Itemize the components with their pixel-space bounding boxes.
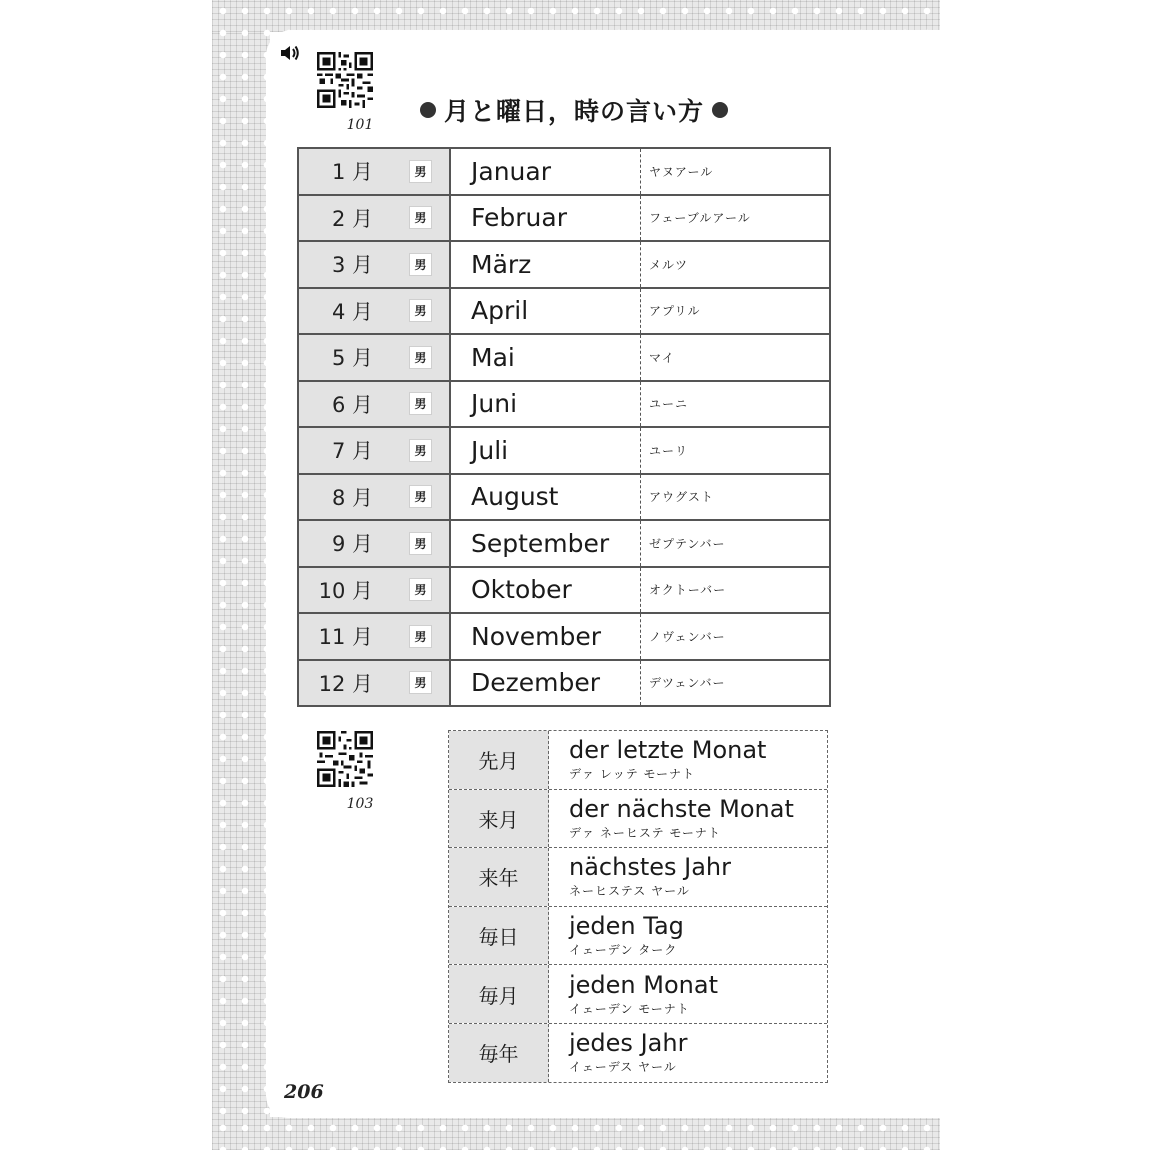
month-number: 8 月 <box>331 485 373 510</box>
phrase-katakana: デァ ネーヒステ モーナト <box>569 825 721 840</box>
month-katakana: ユーリ <box>649 443 689 458</box>
month-number: 2 月 <box>331 206 373 231</box>
qr-code-bottom[interactable] <box>317 731 373 787</box>
month-row <box>299 242 829 289</box>
month-number: 1 月 <box>331 160 373 185</box>
month-row <box>299 149 829 196</box>
gender-badge: 男 <box>409 439 432 462</box>
month-row <box>299 428 829 475</box>
section-title <box>420 92 728 128</box>
month-row <box>299 382 829 429</box>
gender-badge: 男 <box>409 578 432 601</box>
month-katakana: フェーブルアール <box>649 211 751 226</box>
phrase-japanese: 毎日 <box>449 907 549 965</box>
phrase-row <box>449 965 827 1024</box>
phrase-german: jeden Tag <box>569 912 684 941</box>
month-row <box>299 568 829 615</box>
month-katakana: ユーニ <box>649 397 689 412</box>
phrase-german: jedes Jahr <box>569 1029 688 1058</box>
month-german: April <box>451 289 641 334</box>
phrase-japanese: 来年 <box>449 848 549 906</box>
gender-badge: 男 <box>409 392 432 415</box>
month-katakana: ノヴェンバー <box>649 629 726 644</box>
phrase-row <box>449 790 827 849</box>
month-german: März <box>451 242 641 287</box>
qr-number-bottom: 103 <box>346 796 374 812</box>
month-row <box>299 289 829 336</box>
gender-badge: 男 <box>409 299 432 322</box>
month-katakana: マイ <box>649 350 675 365</box>
gender-badge: 男 <box>409 253 432 276</box>
month-german: Juli <box>451 428 641 473</box>
gender-badge: 男 <box>409 671 432 694</box>
page-number: 206 <box>284 1081 324 1103</box>
month-katakana: オクトーバー <box>649 583 727 598</box>
decorative-frame-top <box>212 0 940 32</box>
month-german: Mai <box>451 335 641 380</box>
gender-badge: 男 <box>409 625 432 648</box>
month-german: August <box>451 475 641 520</box>
month-german: Juni <box>451 382 641 427</box>
qr-code-top[interactable] <box>317 52 373 108</box>
phrase-row <box>449 907 827 966</box>
month-row <box>299 614 829 661</box>
month-german: September <box>451 521 641 566</box>
speaker-icon <box>280 44 300 62</box>
month-katakana: デツェンバー <box>649 676 726 691</box>
gender-badge: 男 <box>409 485 432 508</box>
month-number: 7 月 <box>331 439 373 464</box>
month-number: 12 月 <box>318 671 373 696</box>
month-katakana: アプリル <box>649 304 701 319</box>
section-title-text: 月と曜日，時の言い方 <box>444 97 705 126</box>
gender-badge: 男 <box>409 160 432 183</box>
bullet-left-icon <box>420 102 436 118</box>
month-row <box>299 475 829 522</box>
phrase-row <box>449 848 827 907</box>
phrase-katakana: イェーデン ターク <box>569 943 678 958</box>
month-row <box>299 335 829 382</box>
month-german: Oktober <box>451 568 641 613</box>
phrase-japanese: 毎月 <box>449 965 549 1023</box>
phrase-katakana: イェーデス ヤール <box>569 1060 677 1075</box>
gender-badge: 男 <box>409 206 432 229</box>
qr-number-top: 101 <box>346 117 374 133</box>
month-number: 9 月 <box>331 532 373 557</box>
month-number: 6 月 <box>331 392 373 417</box>
phrase-german: der letzte Monat <box>569 736 767 765</box>
month-german: Januar <box>451 149 641 194</box>
phrase-katakana: イェーデン モーナト <box>569 1001 690 1016</box>
month-katakana: ゼプテンバー <box>649 536 726 551</box>
month-number: 3 月 <box>331 253 373 278</box>
month-number: 10 月 <box>318 578 373 603</box>
phrases-table <box>448 730 828 1083</box>
phrase-row <box>449 1024 827 1082</box>
phrase-german: der nächste Monat <box>569 794 794 823</box>
month-katakana: アウグスト <box>649 490 714 505</box>
month-german: November <box>451 614 641 659</box>
month-number: 4 月 <box>331 299 373 324</box>
month-number: 11 月 <box>318 625 373 650</box>
gender-badge: 男 <box>409 346 432 369</box>
phrase-japanese: 毎年 <box>449 1024 549 1082</box>
phrase-katakana: ネーヒステス ヤール <box>569 884 690 899</box>
bullet-right-icon <box>712 102 728 118</box>
phrase-german: nächstes Jahr <box>569 853 731 882</box>
decorative-frame-left <box>212 0 270 1150</box>
months-table <box>297 147 831 707</box>
gender-badge: 男 <box>409 532 432 555</box>
month-number: 5 月 <box>331 346 373 371</box>
phrase-row <box>449 731 827 790</box>
month-row <box>299 661 829 707</box>
month-row <box>299 521 829 568</box>
month-row <box>299 196 829 243</box>
month-katakana: メルツ <box>649 257 689 272</box>
phrase-katakana: デァ レッテ モーナト <box>569 767 696 782</box>
month-german: Februar <box>451 196 641 241</box>
phrase-japanese: 先月 <box>449 731 549 789</box>
month-german: Dezember <box>451 661 641 706</box>
phrase-japanese: 来月 <box>449 790 549 848</box>
phrase-german: jeden Monat <box>569 970 718 999</box>
decorative-frame-bottom <box>212 1117 940 1150</box>
month-katakana: ヤヌアール <box>649 164 714 179</box>
